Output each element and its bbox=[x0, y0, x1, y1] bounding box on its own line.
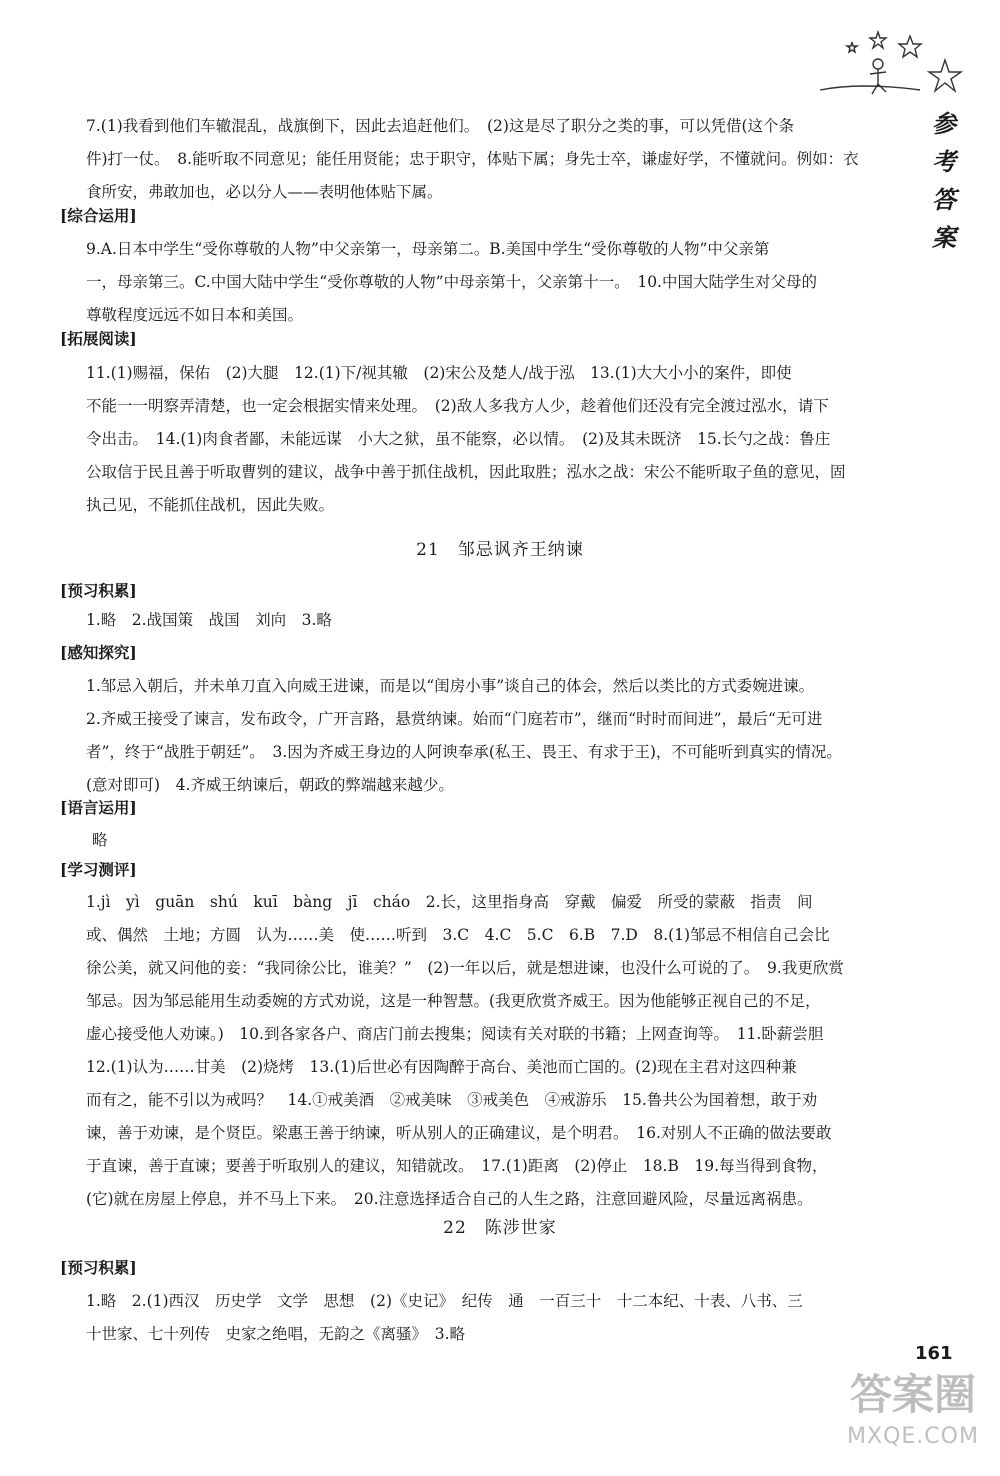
text-line: 执己见，不能抓住战机，因此失败。 bbox=[86, 496, 335, 514]
text-line: 件)打一仗。 8.能听取不同意见；能任用贤能；忠于职守，体贴下属；身先士卒，谦虚好学，不懂就问。例如：衣 bbox=[86, 150, 859, 168]
text-line: 1.邹忌入朝后，并未单刀直入向威王进谏，而是以“闺房小事”谈自己的体会，然后以类比的方式委婉进谏。 bbox=[86, 677, 815, 695]
text-line: 令出击。 14.(1)肉食者鄙，未能远谋 小大之狱，虽不能察，必以情。 (2)及其未既济 15.长勺之战：鲁庄 bbox=[86, 430, 831, 448]
text-line: 虚心接受他人劝谏。) 10.到各家各户、商店门前去搜集；阅读有关对联的书籍；上网查询等。 11.卧薪尝胆 bbox=[86, 1025, 824, 1043]
text-line: 7.(1)我看到他们车辙混乱，战旗倒下，因此去追赶他们。 (2)这是尽了职分之类的事，可以凭借(这个条 bbox=[86, 117, 795, 135]
section-heading: [感知探究] bbox=[60, 643, 137, 662]
answer-key-side-heading bbox=[930, 105, 958, 257]
text-line: 2.齐威王接受了谏言，发布政令，广开言路，悬赏纳谏。始而“门庭若市”，继而“时时而间进”，最后“无可进 bbox=[86, 710, 823, 728]
text-line: 一，母亲第三。C.中国大陆中学生“受你尊敬的人物”中母亲第十，父亲第十一。 10.中国大陆学生对父母的 bbox=[86, 273, 817, 291]
watermark-url: MXQE.COM bbox=[847, 1424, 979, 1449]
text-line: 不能一一明察弄清楚，也一定会根据实情来处理。 (2)敌人多我方人少，趁着他们还没有完全渡过泓水，请下 bbox=[86, 397, 829, 415]
answer-paragraph bbox=[86, 357, 912, 522]
lesson-title: 22 陈涉世家 bbox=[443, 1218, 557, 1238]
text-line: (意对即可) 4.齐威王纳谏后，朝政的弊端越来越少。 bbox=[86, 776, 454, 794]
text-line: 徐公美，就又问他的妾：“我同徐公比，谁美？” (2)一年以后，就是想进谏，也没什么可说的了。 9.我更欣赏 bbox=[86, 959, 844, 977]
section-heading: [拓展阅读] bbox=[60, 329, 137, 348]
text-line: 1.略 2.战国策 战国 刘向 3.略 bbox=[86, 611, 332, 629]
corner-decoration-icon bbox=[800, 20, 980, 110]
text-line: (它)就在房屋上停息，并不马上下来。 20.注意选择适合自己的人生之路，注意回避风险，尽量远离祸患。 bbox=[86, 1190, 813, 1208]
text-line: 11.(1)赐福，保佑 (2)大腿 12.(1)下/视其辙 (2)宋公及楚人/战于泓 13.(1)大大小小的案件，即使 bbox=[86, 364, 792, 382]
side-char: 考 bbox=[932, 147, 956, 176]
text-line: 12.(1)认为……甘美 (2)烧烤 13.(1)后世必有因陶醉于高台、美池而亡国的。(2)现在主君对这四种兼 bbox=[86, 1058, 797, 1076]
side-char: 答 bbox=[932, 185, 956, 214]
section-heading: [语言运用] bbox=[60, 798, 137, 817]
text-line: 者”，终于“战胜于朝廷”。 3.因为齐威王身边的人阿谀奉承(私王、畏王、有求于王)，不可能听到真实的情况。 bbox=[86, 743, 842, 761]
text-line: 9.A.日本中学生“受你尊敬的人物”中父亲第一，母亲第二。B.美国中学生“受你尊敬的人物”中父亲第 bbox=[86, 240, 770, 258]
text-line: 1.略 2.(1)西汉 历史学 文学 思想 (2)《史记》 纪传 通 一百三十 十二本纪、十表、八书、三 bbox=[86, 1292, 803, 1310]
text-line: 食所安，弗敢加也，必以分人——表明他体贴下属。 bbox=[86, 183, 443, 201]
section-heading: [预习积累] bbox=[60, 581, 137, 600]
watermark-main: 答案圈 bbox=[849, 1370, 976, 1419]
text-line: 或、偶然 土地；方圆 认为……美 使……听到 3.C 4.C 5.C 6.B 7.D 8.(1)邹忌不相信自己会比 bbox=[86, 926, 830, 944]
text-line: 邹忌。因为邹忌能用生动委婉的方式劝说，这是一种智慧。(我更欣赏齐威王。因为他能够正视自己的不足， bbox=[86, 992, 821, 1010]
text-line: 而有之，能不引以为戒吗？ 14.①戒美酒 ②戒美味 ③戒美色 ④戒游乐 15.鲁共公为国着想，敢于劝 bbox=[86, 1091, 818, 1109]
text-line: 谏，善于劝谏，是个贤臣。梁惠王善于纳谏，听从别人的正确建议，是个明君。 16.对别人不正确的做法要敢 bbox=[86, 1124, 832, 1142]
text-line: 1.jì yì guān shú kuī bàng jī cháo 2.长，这里指身高 穿戴 偏爱 所受的蒙蔽 指责 间 bbox=[86, 893, 813, 911]
side-char: 案 bbox=[932, 223, 956, 252]
section-heading: [预习积累] bbox=[60, 1258, 137, 1277]
page-number: 161 bbox=[915, 1343, 953, 1364]
lesson-title: 21 邹忌讽齐王纳谏 bbox=[416, 540, 584, 560]
answer-paragraph bbox=[86, 233, 912, 332]
text-line: 公取信于民且善于听取曹刿的建议，战争中善于抓住战机，因此取胜；泓水之战：宋公不能听取子鱼的意见，固 bbox=[86, 463, 846, 481]
text-line: 十世家、七十列传 史家之绝唱，无韵之《离骚》 3.略 bbox=[86, 1325, 466, 1343]
side-char: 参 bbox=[932, 109, 956, 138]
text-line: 尊敬程度远远不如日本和美国。 bbox=[86, 306, 304, 324]
section-heading: [学习测评] bbox=[60, 860, 137, 879]
section-heading: [综合运用] bbox=[60, 206, 137, 225]
watermark bbox=[838, 1366, 988, 1449]
text-line: 于直谏，善于直谏；要善于听取别人的建议，知错就改。 17.(1)距离 (2)停止 18.B 19.每当得到食物， bbox=[86, 1157, 828, 1175]
answer-paragraph bbox=[86, 110, 912, 209]
answer-paragraph bbox=[86, 604, 912, 637]
answer-paragraph bbox=[86, 886, 912, 1216]
answer-paragraph bbox=[86, 670, 912, 802]
text-line: 略 bbox=[92, 831, 108, 849]
answer-paragraph bbox=[86, 1285, 912, 1351]
answer-paragraph bbox=[92, 824, 918, 857]
